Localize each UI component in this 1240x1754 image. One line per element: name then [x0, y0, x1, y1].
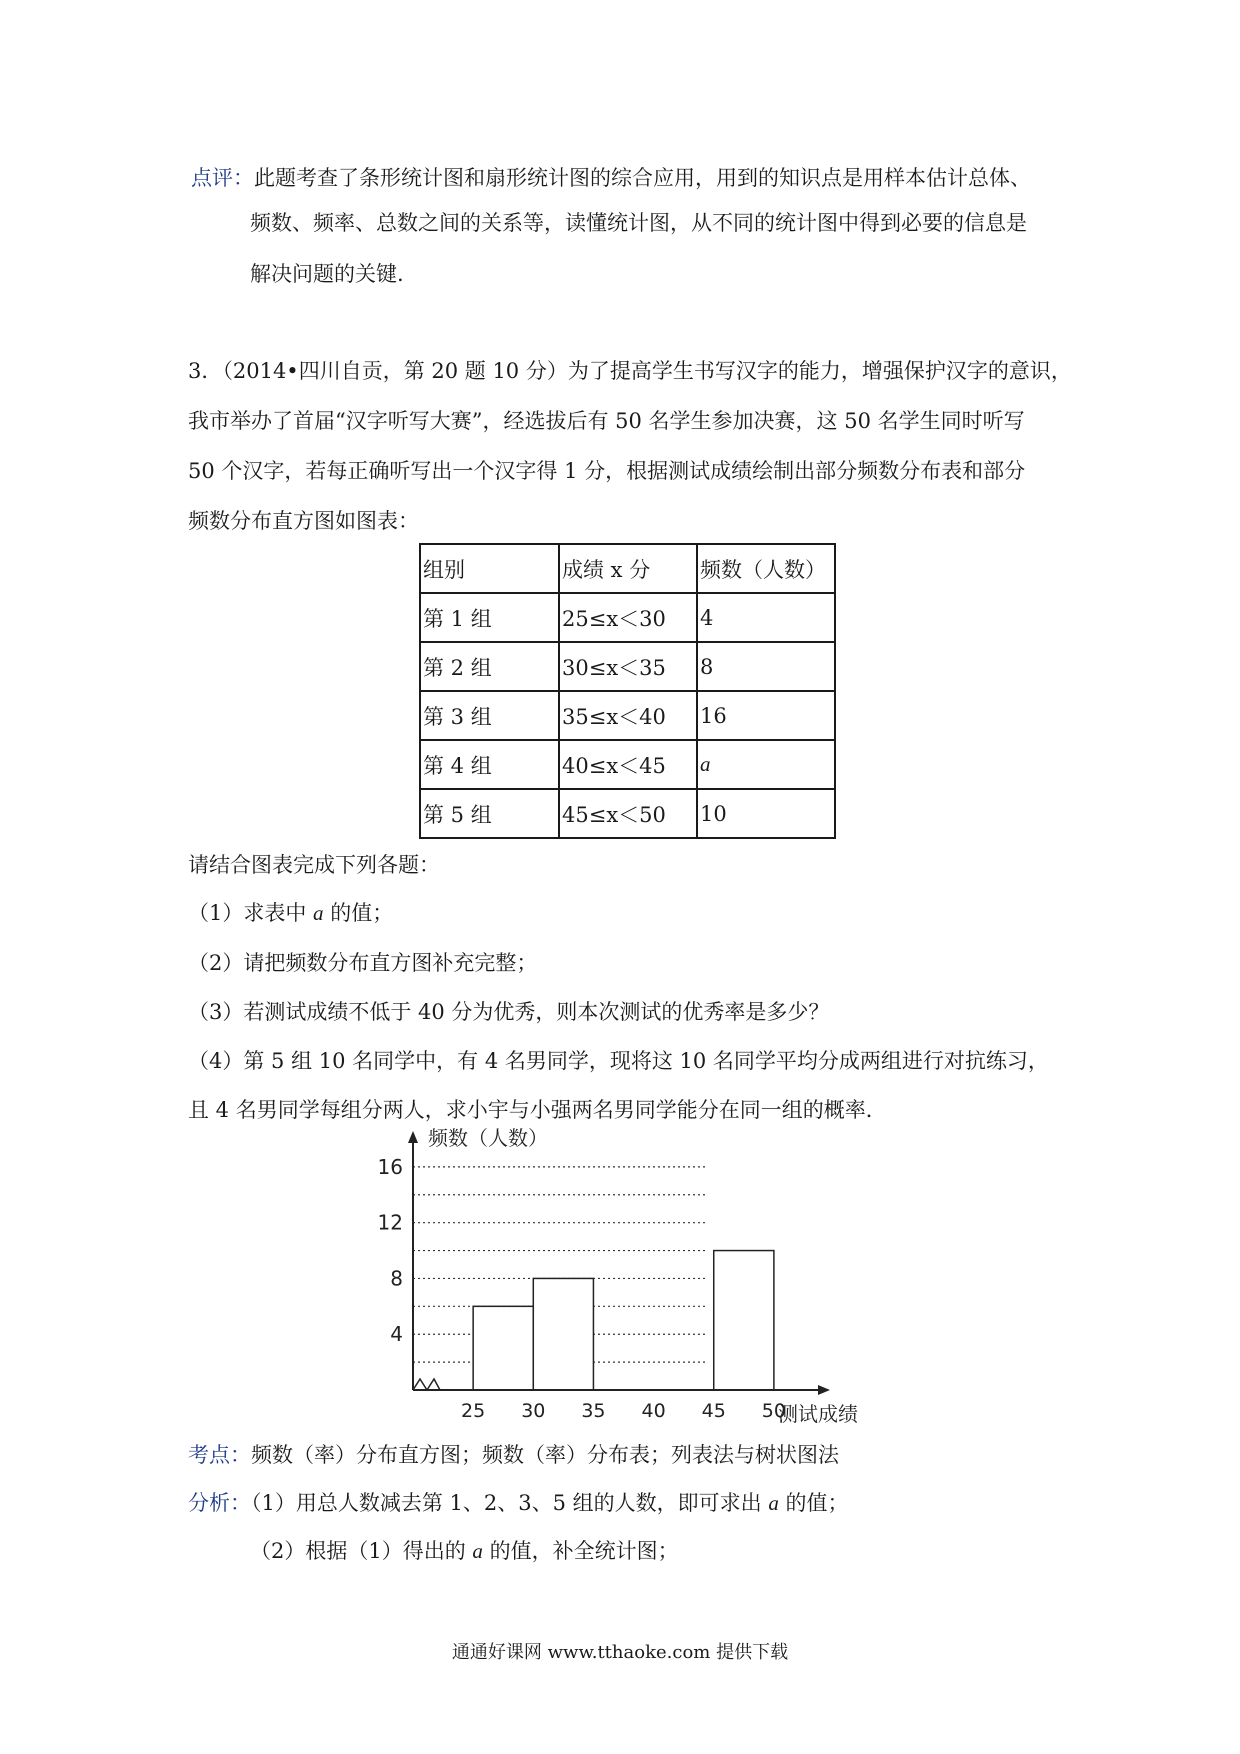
analysis-line-2-pre: （2）根据（1）得出的: [250, 1539, 473, 1563]
y-axis-title: 频数（人数）: [428, 1126, 548, 1150]
analysis-line-1-pre: （1）用总人数减去第 1、2、3、5 组的人数，即可求出: [251, 1491, 769, 1515]
histogram-bar: [714, 1251, 774, 1390]
y-tick-label: 16: [377, 1154, 403, 1179]
y-tick-label: 8: [390, 1266, 403, 1291]
table-row: [420, 789, 835, 838]
y-tick-labels: [378, 1155, 403, 1346]
table-cell: 第 4 组: [420, 740, 559, 789]
x-tick-label: 30: [521, 1400, 546, 1422]
table-cell: 45≤x＜50: [559, 789, 697, 838]
x-tick-label: 45: [701, 1400, 726, 1422]
y-tick-label: 4: [390, 1322, 403, 1347]
table-row: [420, 740, 835, 789]
table-cell: 35≤x＜40: [559, 691, 697, 740]
header-group: 组别: [420, 544, 559, 593]
analysis-line-1-var: a: [768, 1491, 779, 1515]
analysis-label: 分析：: [188, 1491, 251, 1515]
histogram-bars: [473, 1251, 774, 1390]
header-score: 成绩 x 分: [559, 544, 697, 593]
x-axis-title: 测试成绩: [778, 1402, 858, 1425]
x-tick-label: 50: [761, 1400, 786, 1422]
table-cell: 8: [697, 642, 835, 691]
keypoint-text: 频数（率）分布直方图；频数（率）分布表；列表法与树状图法: [251, 1443, 839, 1467]
problem-line-1: 3．（2014•四川自贡，第 20 题 10 分）为了提高学生书写汉字的能力，增强保护汉字的意识，: [188, 359, 1072, 383]
review-line-2: 频数、频率、总数之间的关系等，读懂统计图，从不同的统计图中得到必要的信息是: [250, 211, 1027, 235]
table-cell: 16: [697, 691, 835, 740]
x-tick-labels: [461, 1400, 786, 1422]
question-1: [188, 901, 393, 926]
y-axis-arrow: [408, 1131, 418, 1143]
header-frequency: 频数（人数）: [697, 544, 835, 593]
keypoint-label: 考点：: [188, 1443, 251, 1467]
keypoint: [188, 1443, 839, 1468]
histogram-bar: [533, 1278, 593, 1390]
table-row: [420, 691, 835, 740]
histogram-bar: [473, 1306, 533, 1390]
analysis-line-1-post: 的值；: [778, 1491, 849, 1515]
table-header-row: [420, 544, 835, 593]
question-2: （2）请把频数分布直方图补充完整；: [188, 951, 538, 975]
review-line-3: 解决问题的关键.: [250, 262, 404, 286]
y-tick-label: 12: [377, 1210, 403, 1235]
x-tick-label: 40: [641, 1400, 666, 1422]
axis-break-mark: [413, 1379, 440, 1390]
analysis-line-2-post: 的值，补全统计图；: [482, 1539, 679, 1563]
question-4-line-2: 且 4 名男同学每组分两人，求小宇与小强两名男同学能分在同一组的概率．: [188, 1098, 887, 1122]
table-cell: 40≤x＜45: [559, 740, 697, 789]
table-cell: [697, 740, 835, 789]
frequency-table: [419, 543, 836, 839]
table-cell: 第 1 组: [420, 593, 559, 642]
frequency-histogram: [360, 1125, 880, 1425]
question-1-pre: （1）求表中: [188, 901, 314, 925]
table-cell: 10: [697, 789, 835, 838]
analysis-line-1: [188, 1491, 849, 1516]
analysis-line-2-var: a: [472, 1539, 483, 1563]
x-axis-arrow: [818, 1385, 830, 1395]
problem-line-3: 50 个汉字，若每正确听写出一个汉字得 1 分，根据测试成绩绘制出部分频数分布表和部分: [188, 459, 1026, 483]
question-3: （3）若测试成绩不低于 40 分为优秀，则本次测试的优秀率是多少？: [188, 1000, 830, 1024]
table-cell: 第 5 组: [420, 789, 559, 838]
question-1-post: 的值；: [323, 901, 394, 925]
table-cell: 第 2 组: [420, 642, 559, 691]
variable-a: a: [700, 752, 711, 776]
table-row: [420, 593, 835, 642]
instructions-intro: 请结合图表完成下列各题：: [188, 853, 440, 877]
x-tick-label: 35: [581, 1400, 606, 1422]
question-1-var: a: [313, 901, 324, 925]
table-cell: 25≤x＜30: [559, 593, 697, 642]
page-footer: 通通好课网 www.tthaoke.com 提供下载: [451, 1642, 789, 1663]
table-cell: 4: [697, 593, 835, 642]
review-label-text: 点评：: [191, 166, 254, 190]
table-row: [420, 642, 835, 691]
x-tick-label: 25: [461, 1400, 486, 1422]
review-line-1: 此题考查了条形统计图和扇形统计图的综合应用，用到的知识点是用样本估计总体、: [254, 166, 1031, 190]
problem-line-2: 我市举办了首届“汉字听写大赛”，经选拔后有 50 名学生参加决赛，这 50 名学生同时听写: [188, 409, 1025, 433]
problem-line-4: 频数分布直方图如图表：: [188, 509, 419, 533]
question-4-line-1: （4）第 5 组 10 名同学中，有 4 名男同学，现将这 10 名同学平均分成两组进行对抗练习，: [188, 1049, 1049, 1073]
review-label: [191, 166, 1031, 191]
analysis-line-2: [250, 1539, 679, 1564]
table-cell: 30≤x＜35: [559, 642, 697, 691]
table-cell: 第 3 组: [420, 691, 559, 740]
